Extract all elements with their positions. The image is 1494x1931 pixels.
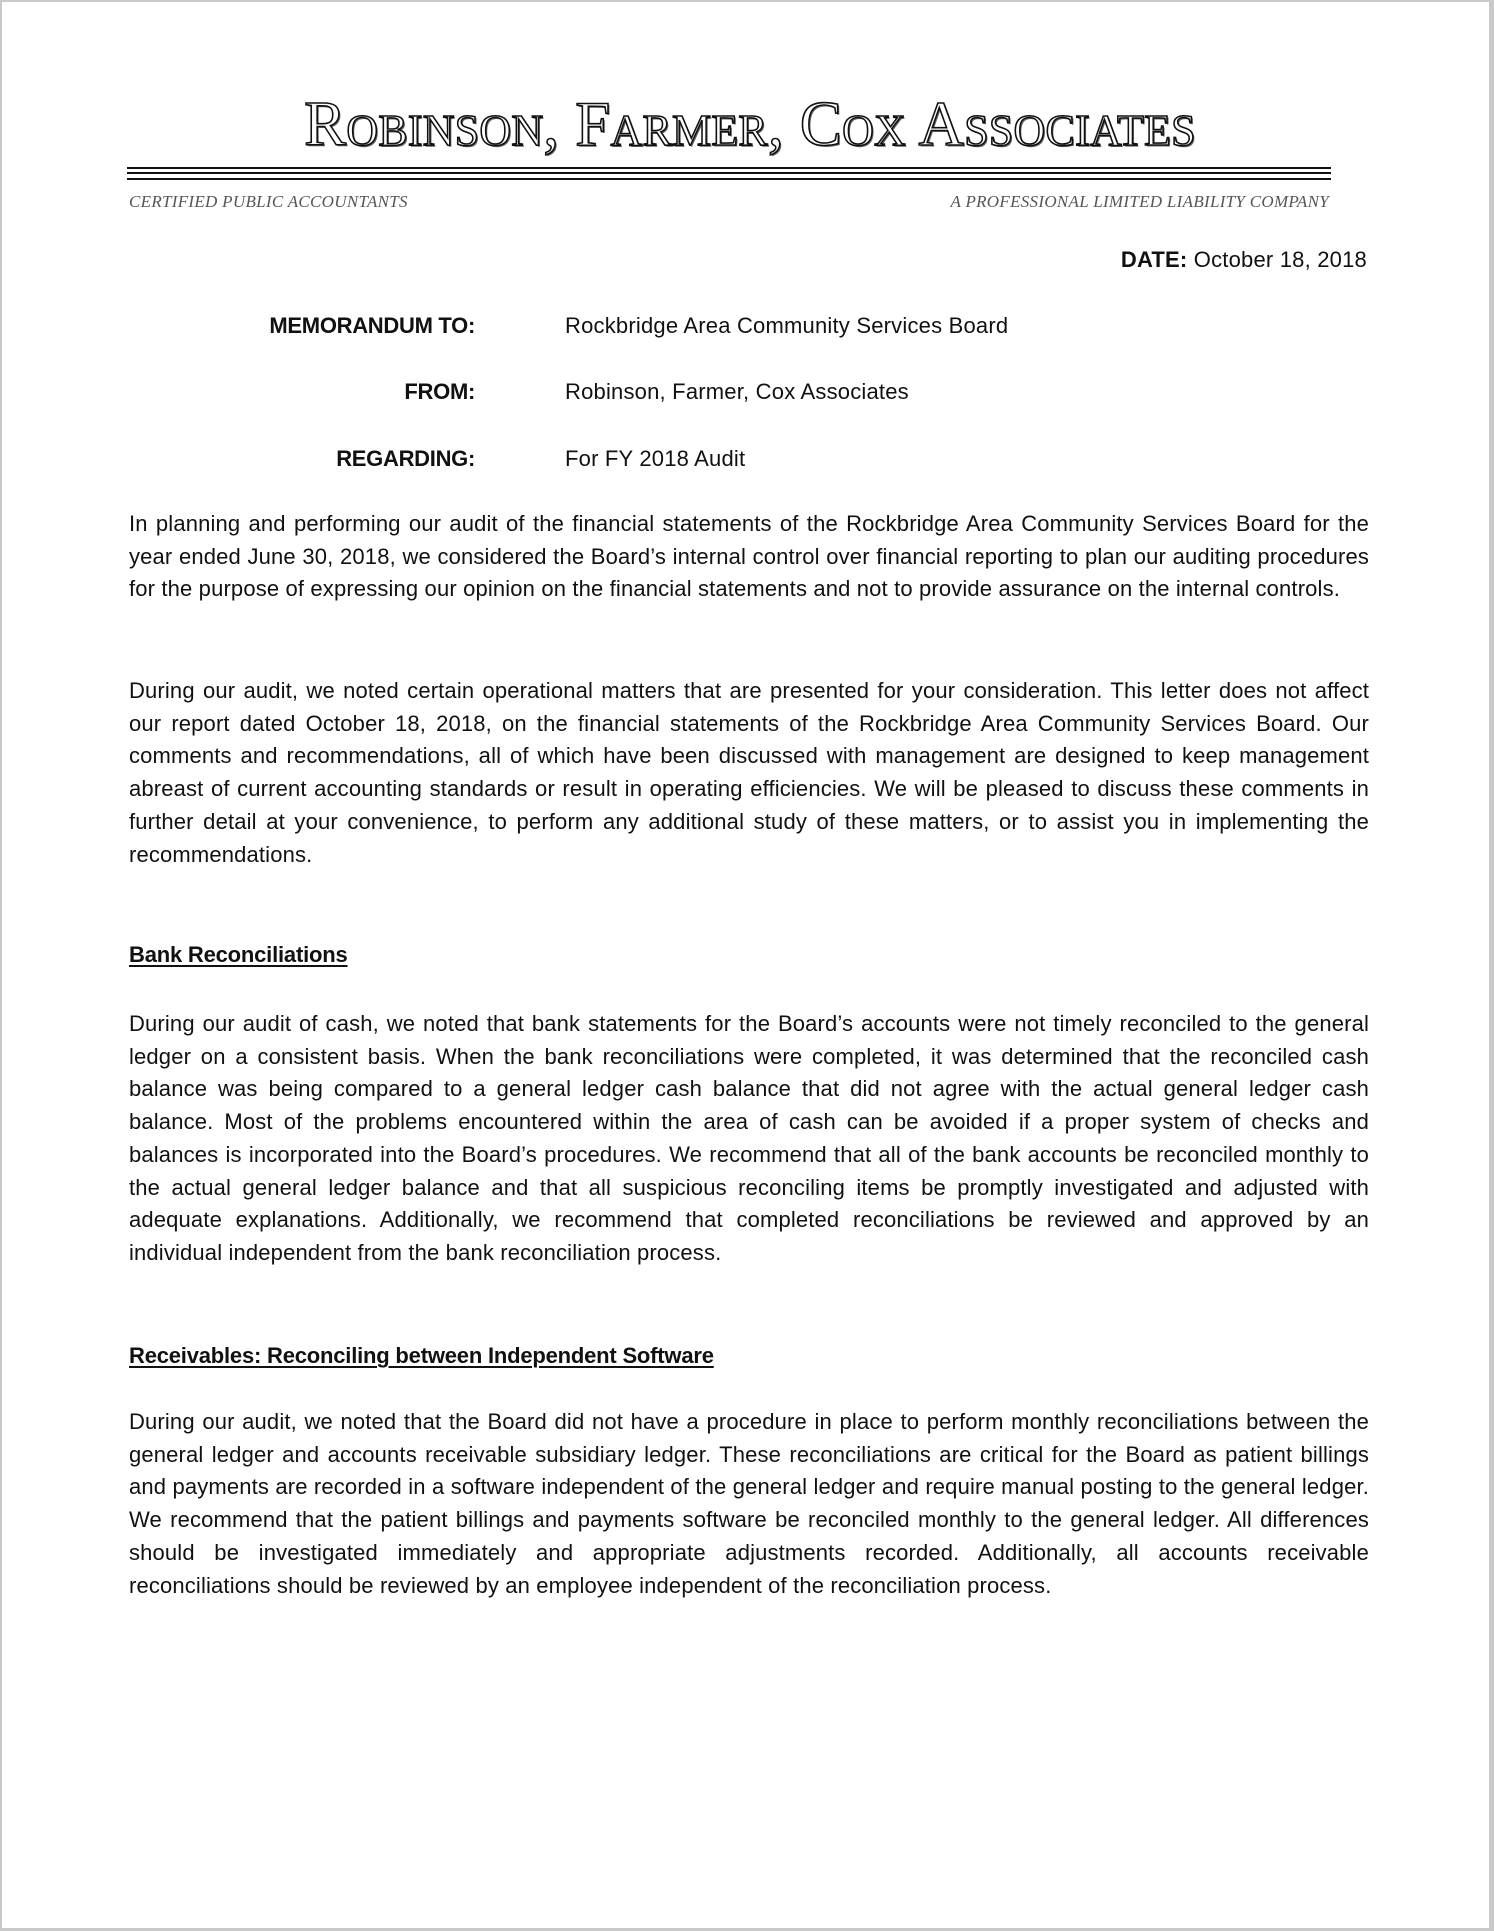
operational-matters-paragraph: During our audit, we noted certain operational matters that are presented for your consideration. This letter does not affect our report dated October 18, 2018, on the financial statements of the Rockbridge Area Community Services Board. Our comments and recommendations, all of which have been discussed with management are designed to keep management abreast of current accounting standards or result in operating efficiencies. We will be pleased to discuss these comments in further detail at your convenience, to perform any additional study of these matters, or to assist you in implementing the recommendations.: [129, 678, 1369, 867]
date-value: October 18, 2018: [1193, 247, 1367, 272]
memo-to-value: Rockbridge Area Community Services Board: [565, 313, 1009, 338]
document-page: [2, 2, 1489, 1928]
section-text-receivables: During our audit, we noted that the Board did not have a procedure in place to perform monthly reconciliations between the general ledger and accounts receivable subsidiary ledger. These reconciliations are critical for the Board as patient billings and payments are recorded in a software independent of the general ledger and require manual posting to the general ledger. We recommend that the patient billings and payments software be reconciled monthly to the general ledger. All differences should be investigated immediately and appropriate adjustments recorded. Additionally, all accounts receivable reconciliations should be reviewed by an employee independent of the reconciliation process.: [129, 1409, 1369, 1598]
letterhead-rule-top: [127, 167, 1331, 169]
letterhead-rule-middle: [127, 172, 1331, 174]
date-line: [1121, 244, 1367, 276]
right-tagline: A PROFESSIONAL LIMITED LIABILITY COMPANY: [950, 192, 1329, 211]
memo-regarding-value: For FY 2018 Audit: [565, 446, 746, 471]
section-heading-bank-reconciliations: Bank Reconciliations: [129, 942, 348, 967]
date-label: DATE:: [1120, 247, 1188, 272]
section-text-bank-reconciliations: During our audit of cash, we noted that bank statements for the Board’s accounts were not timely reconciled to the general ledger on a consistent basis. When the bank reconciliations were completed, it was determined that the reconciled cash balance was being compared to a general ledger cash balance that did not agree with the actual general ledger cash balance. Most of the problems encountered within the area of cash can be avoided if a proper system of checks and balances is incorporated into the Board’s procedures. We recommend that all of the bank accounts be reconciled monthly to the actual general ledger balance and that all suspicious reconciling items be promptly investigated and adjusted with adequate explanations. Additionally, we recommend that completed reconciliations be reviewed and approved by an individual independent from the bank reconciliation process.: [129, 1011, 1369, 1265]
memo-regarding-label: REGARDING:: [336, 446, 475, 471]
memo-to-label: MEMORANDUM TO:: [269, 313, 475, 338]
section-heading-receivables: Receivables: Reconciling between Independent Software: [129, 1343, 714, 1368]
left-tagline: CERTIFIED PUBLIC ACCOUNTANTS: [129, 192, 408, 211]
intro-paragraph: In planning and performing our audit of the financial statements of the Rockbridge Area Community Services Board for the year ended June 30, 2018, we considered the Board’s internal control over financial reporting to plan our auditing procedures for the purpose of expressing our opinion on the financial statements and not to provide assurance on the internal controls.: [129, 511, 1369, 602]
memo-from-value: Robinson, Farmer, Cox Associates: [565, 379, 909, 404]
firm-name-title: Robinson, Farmer, Cox Associates: [304, 89, 1196, 159]
letterhead-rule-bottom: [127, 178, 1331, 180]
memo-from-label: FROM:: [404, 379, 475, 404]
